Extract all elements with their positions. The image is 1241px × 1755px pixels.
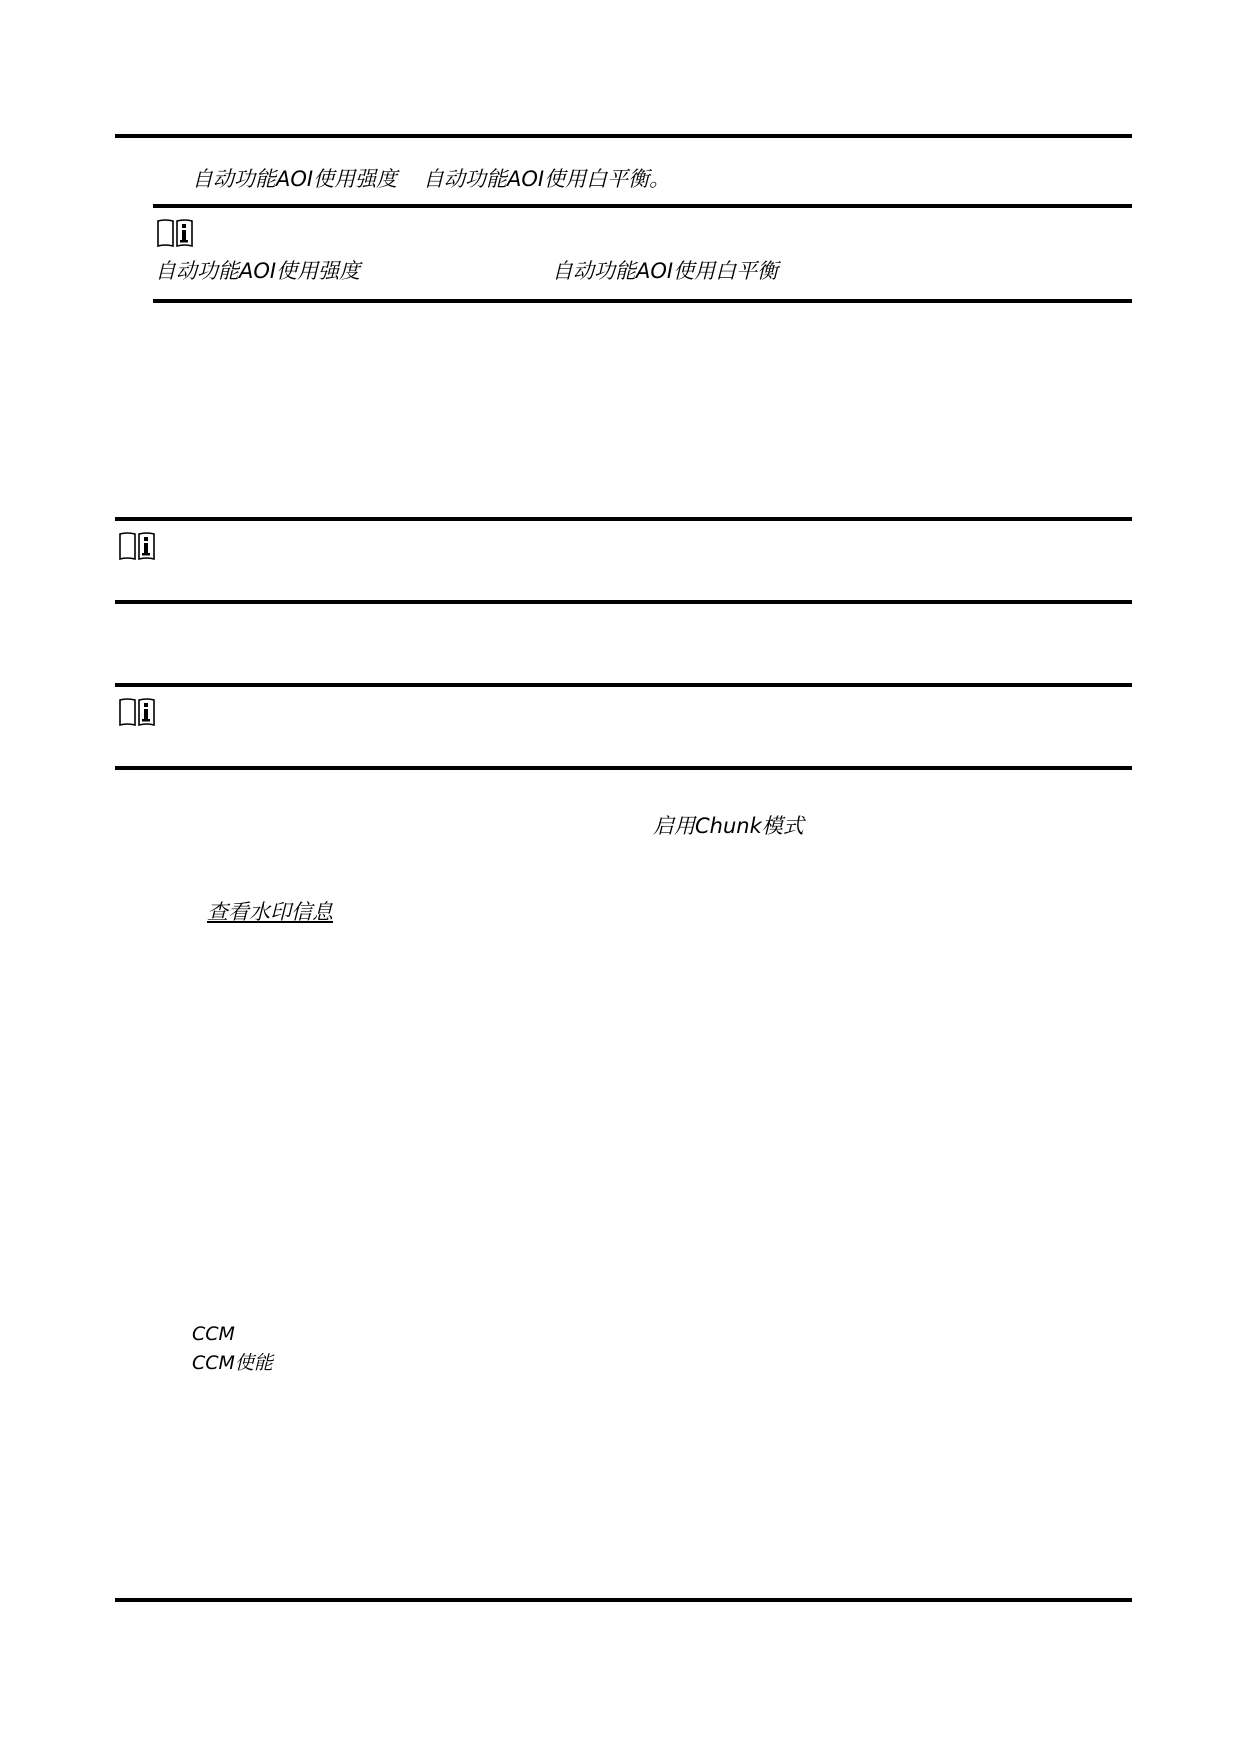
aoi-intensity-text: 自动功能AOI使用强度 — [192, 167, 398, 191]
view-watermark-link[interactable]: 查看水印信息 — [207, 900, 333, 924]
top-rule — [115, 134, 1132, 138]
ccm-enable-label: CCM使能 — [192, 1352, 273, 1374]
note-info-icon — [117, 531, 157, 561]
note-2-bottom-rule — [115, 600, 1132, 604]
note-2-top-rule — [115, 517, 1132, 521]
chunk-mode-label: 启用Chunk模式 — [653, 814, 804, 838]
aoi-white-balance-text: 自动功能AOI使用白平衡。 — [423, 167, 671, 191]
note-1-top-rule — [153, 204, 1132, 208]
note-info-icon — [155, 218, 195, 248]
note-1-left-text: 自动功能AOI使用强度 — [155, 259, 361, 283]
note-1-right-text: 自动功能AOI使用白平衡 — [552, 259, 779, 283]
note-3-top-rule — [115, 683, 1132, 687]
bottom-rule — [115, 1598, 1132, 1602]
ccm-label: CCM — [192, 1323, 235, 1345]
note-info-icon — [117, 697, 157, 727]
note-3-bottom-rule — [115, 766, 1132, 770]
note-1-bottom-rule — [153, 299, 1132, 303]
